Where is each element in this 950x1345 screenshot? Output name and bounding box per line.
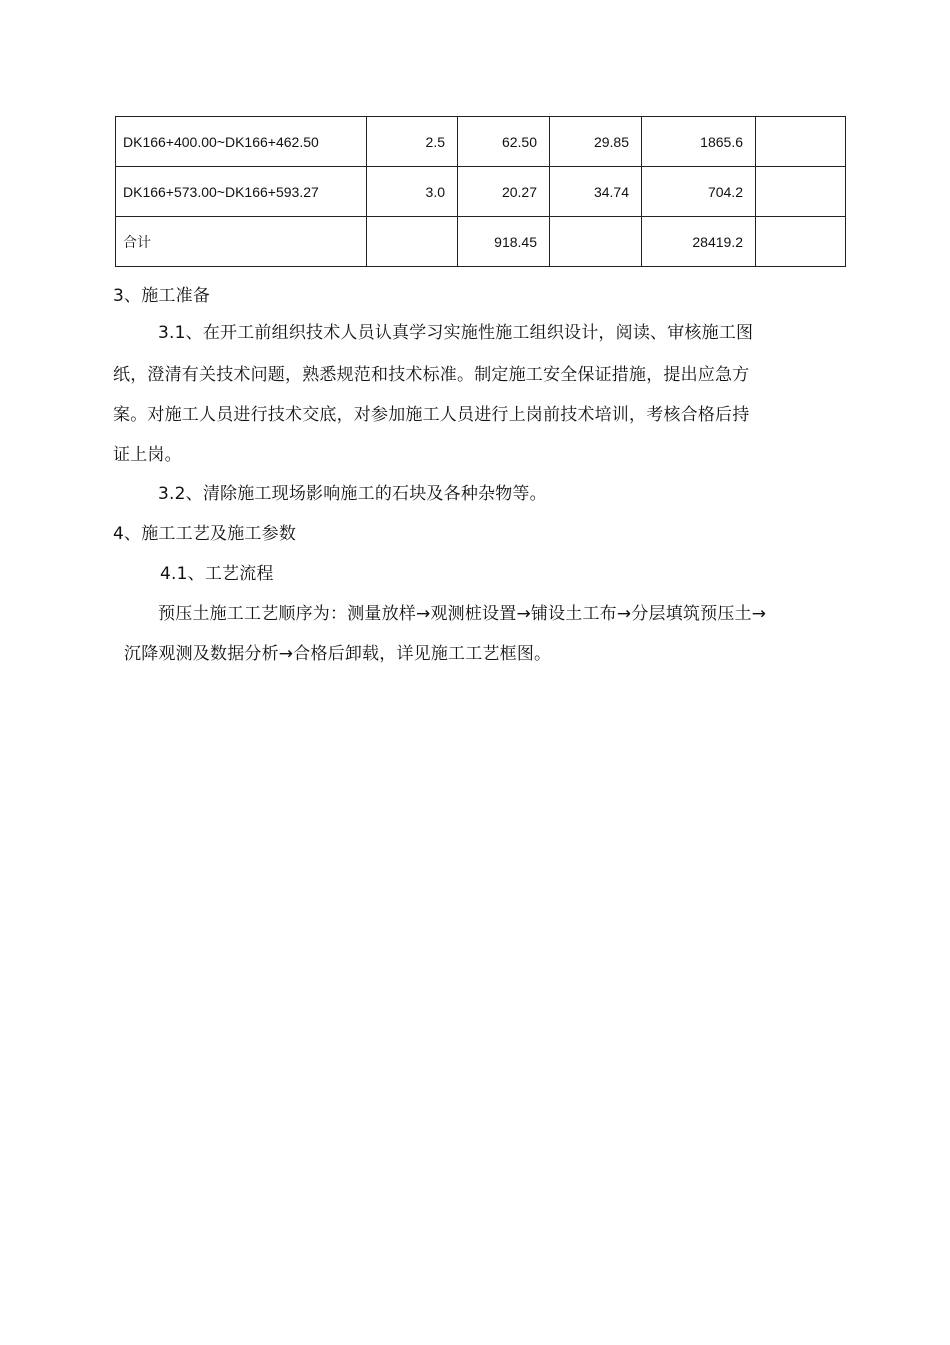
table-cell: 704.2 <box>642 167 756 217</box>
section-4-1-heading: 4.1、工艺流程 <box>160 564 274 584</box>
table-cell <box>367 217 458 267</box>
earthwork-table <box>115 116 846 267</box>
section-4-heading: 4、施工工艺及施工参数 <box>113 524 297 544</box>
table-row <box>116 167 846 217</box>
table-cell <box>756 117 846 167</box>
table-cell: 62.50 <box>458 117 550 167</box>
section-4-1-line-2: 沉降观测及数据分析→合格后卸载，详见施工工艺框图。 <box>124 644 552 664</box>
table-cell: 34.74 <box>550 167 642 217</box>
section-3-1-line-4: 证上岗。 <box>113 445 182 465</box>
table-cell: 28419.2 <box>642 217 756 267</box>
section-4-1-line-1: 预压土施工工艺顺序为：测量放样→观测桩设置→铺设土工布→分层填筑预压土→ <box>158 604 767 624</box>
table-cell: 1865.6 <box>642 117 756 167</box>
table-cell <box>550 217 642 267</box>
section-3-1-line-3: 案。对施工人员进行技术交底，对参加施工人员进行上岗前技术培训，考核合格后持 <box>113 405 750 425</box>
section-3-1-line-1: 3.1、在开工前组织技术人员认真学习实施性施工组织设计，阅读、审核施工图 <box>158 323 754 343</box>
table-cell <box>756 167 846 217</box>
table-cell: 3.0 <box>367 167 458 217</box>
table-cell: DK166+400.00~DK166+462.50 <box>116 117 367 167</box>
table-cell: 2.5 <box>367 117 458 167</box>
table-cell: 29.85 <box>550 117 642 167</box>
section-3-2-paragraph: 3.2、清除施工现场影响施工的石块及各种杂物等。 <box>158 484 547 504</box>
table-cell: 918.45 <box>458 217 550 267</box>
table-cell: DK166+573.00~DK166+593.27 <box>116 167 367 217</box>
table-cell: 20.27 <box>458 167 550 217</box>
table-row-total <box>116 217 846 267</box>
table-row <box>116 117 846 167</box>
table-cell: 合计 <box>116 217 367 267</box>
table-cell <box>756 217 846 267</box>
section-3-1-line-2: 纸，澄清有关技术问题，熟悉规范和技术标准。制定施工安全保证措施，提出应急方 <box>113 365 750 385</box>
section-3-heading: 3、施工准备 <box>113 286 211 306</box>
